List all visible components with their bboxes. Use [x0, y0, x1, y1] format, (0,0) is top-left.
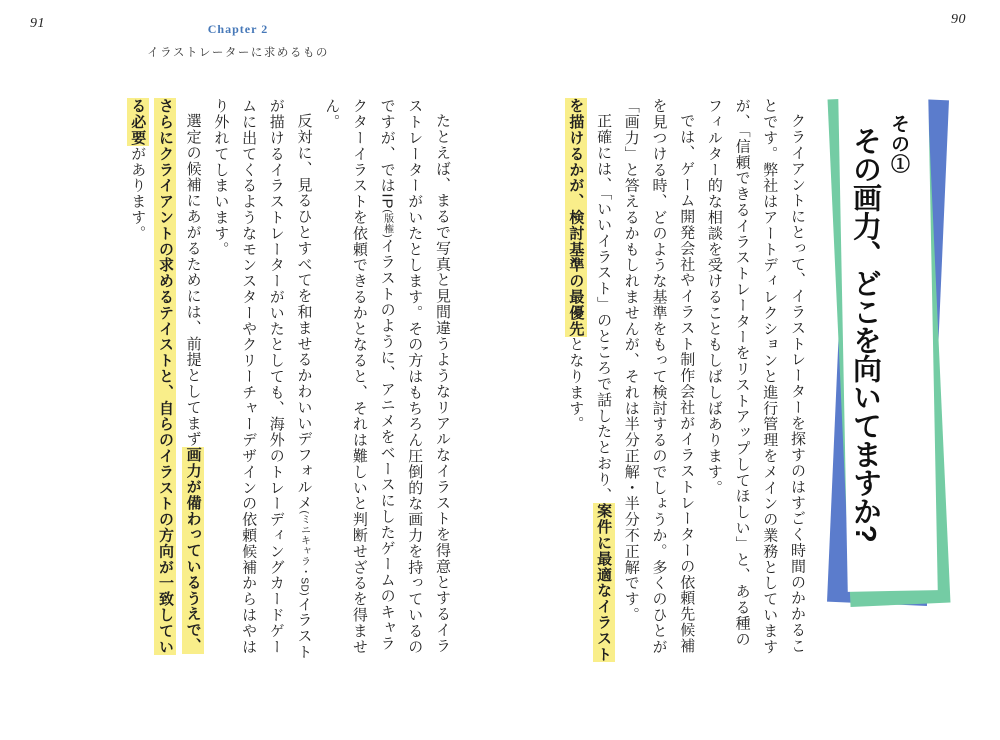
chapter-label: Chapter 2 — [207, 22, 269, 36]
highlighted-text-run: 案件に最適なイラストを描けるかが、検討基準の最優先 — [565, 98, 615, 662]
text-run: 選定の候補にあがるためには、前提としてまず — [184, 113, 202, 447]
text-run: があります。 — [129, 145, 147, 242]
text-run: 反対に、見るひとすべてを和ませるかわいいデフォルメ — [295, 113, 313, 511]
paragraph — [562, 98, 617, 662]
text-run: イラストが描けるイラストレーターがいたとしても、海外のトレーディングカードゲームに出てくるようなモンスターやクリーチャーデザインの依頼候補からはやはり外れてしまいます。 — [212, 98, 313, 660]
text-run: たとえば、まるで写真と見間違うようなリアルなイラストを得意とするイラストレーターがいたとします。その方はもちろん圧倒的な画力を持っているのですが、ではIP — [378, 98, 451, 655]
text-run: イラストのように、アニメをベースにしたゲームのキャラクターイラストを依頼できるかとなると、それは難しいと判断せざるを得ません。 — [323, 98, 396, 655]
chapter-header — [133, 22, 343, 60]
body-text-right — [557, 98, 811, 662]
paragraph — [317, 98, 456, 662]
page-90 — [500, 0, 1000, 740]
section-title-banner — [830, 90, 952, 618]
section-title: その画力、どこを向いてますか? — [849, 126, 881, 543]
page-number-right: 90 — [951, 12, 966, 27]
text-run: では、ゲーム開発会社やイラスト制作会社がイラストレーターの依頼先候補を見つける時、どのような基準をもって検討するのでしょうか。多くのひとが「画力」と答えるかもしれませんが、それは半分正解・半分不正解です。 — [622, 98, 696, 655]
paragraph — [124, 98, 207, 662]
text-run: (版権) — [381, 209, 393, 239]
paragraph — [617, 98, 700, 662]
text-run: クライアントにとって、イラストレーターを探すのはすごく時間のかかることです。弊社はアートディレクションと進行管理をメインの業務としていますが、「信頼できるイラストレーターをリストアップしてほしい」と、ある種のフィルター的な相談を受けることもしばしばあります。 — [705, 98, 806, 655]
paragraph — [207, 98, 318, 662]
text-run: 正確には、「いいイラスト」のところで話したとおり、 — [595, 113, 613, 503]
highlighted-text-run: 画力が備わっているうえで、さらにクライアントの求めるテイストと、自らのイラストの方向が一致している必要 — [127, 98, 204, 655]
banner-text — [848, 90, 910, 618]
section-number: その① — [888, 114, 909, 174]
text-run: となります。 — [567, 336, 585, 432]
chapter-title: イラストレーターに求めるもの — [147, 47, 329, 59]
text-run: (ミニキャラ・SD) — [298, 510, 310, 597]
paragraph — [700, 98, 811, 662]
body-text-left — [112, 98, 456, 662]
page-number-left: 91 — [30, 16, 45, 31]
